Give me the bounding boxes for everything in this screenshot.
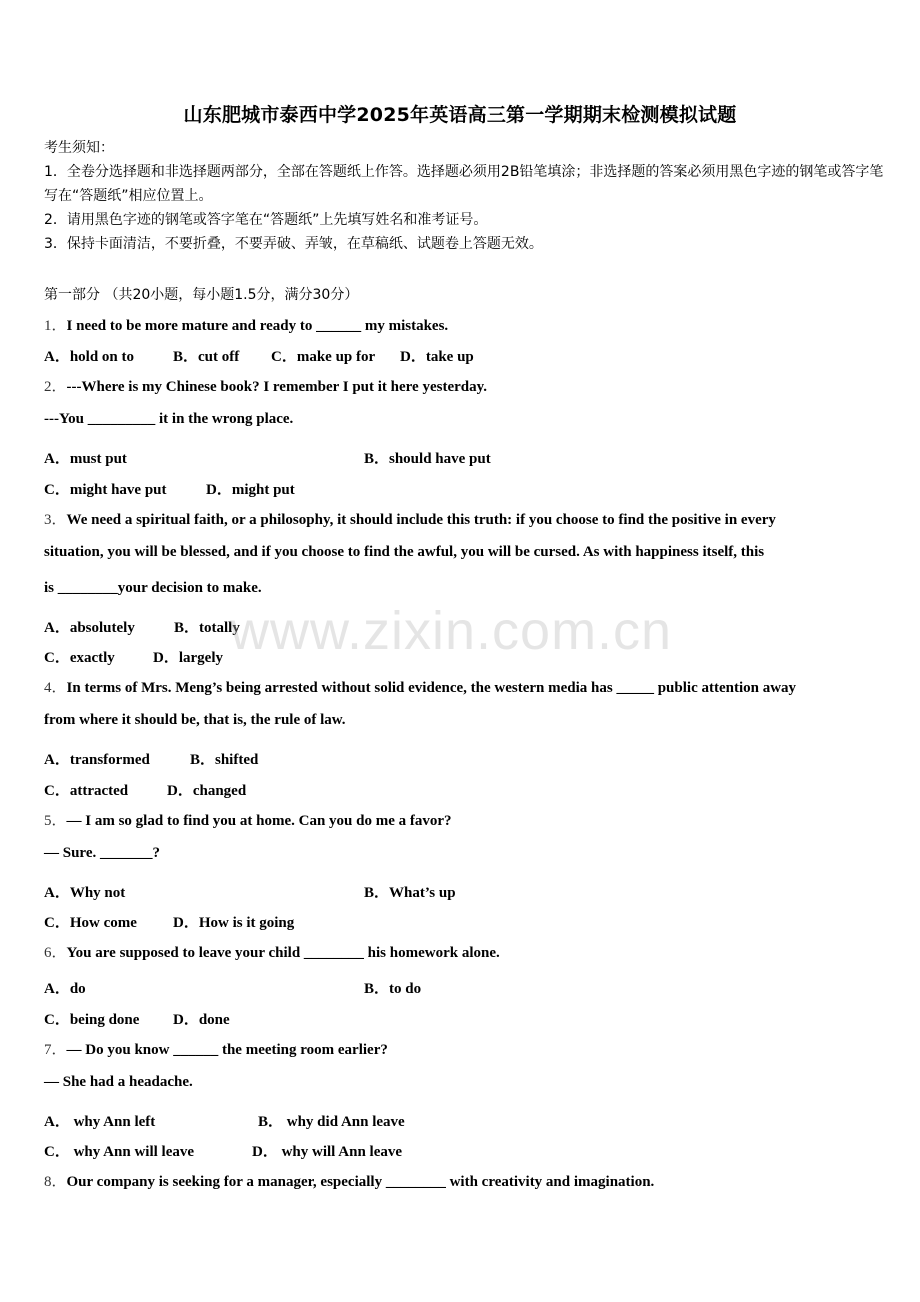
question-8 [44, 1170, 654, 1191]
question-2-line-2: ---You _________ it in the wrong place. [44, 411, 294, 427]
question-1 [44, 314, 448, 335]
option-b[interactable]: B．to do [364, 981, 422, 997]
question-number: 7． [44, 1042, 67, 1058]
question-3-line-3: is ________your decision to make. [44, 580, 262, 596]
option-b[interactable]: B．What’s up [364, 885, 456, 901]
notice-item-1: 1．全卷分选择题和非选择题两部分，全部在答题纸上作答。选择题必须用2B铅笔填涂；非选择题的答案必须用黑色字迹的钢笔或答字笔写在“答题纸”相应位置上。 [44, 164, 884, 204]
question-text: — Do you know ______ the meeting room earlier? [66, 1042, 388, 1058]
option-c[interactable]: C．make up for [271, 349, 376, 365]
question-7 [44, 1038, 388, 1059]
exam-title: 山东肥城市泰西中学2025年英语高三第一学期期末检测模拟试题 [183, 104, 737, 126]
question-number: 8． [44, 1174, 67, 1190]
section-heading: 第一部分 （共20小题，每小题1.5分，满分30分） [44, 287, 359, 303]
option-d[interactable]: D．changed [167, 783, 247, 799]
option-c[interactable]: C．being done [44, 1012, 140, 1028]
option-c[interactable]: C． why Ann will leave [44, 1144, 195, 1160]
question-text: ---Where is my Chinese book? I remember I put it here yesterday. [66, 379, 488, 395]
question-3-line-2: situation, you will be blessed, and if you choose to find the awful, you will be cursed. As with happiness itself, this [44, 544, 765, 560]
option-d[interactable]: D．might put [206, 482, 295, 498]
question-number: 3． [44, 512, 67, 528]
question-number: 1． [44, 318, 67, 334]
option-d[interactable]: D． why will Ann leave [252, 1144, 403, 1160]
option-b[interactable]: B．cut off [173, 349, 240, 365]
option-a[interactable]: A．hold on to [44, 349, 135, 365]
option-d[interactable]: D．take up [400, 349, 474, 365]
question-4 [44, 676, 796, 697]
notice-heading: 考生须知： [44, 140, 114, 156]
option-c[interactable]: C．How come [44, 915, 137, 931]
option-b[interactable]: B．shifted [190, 752, 259, 768]
option-a[interactable]: A．absolutely [44, 620, 135, 636]
option-b[interactable]: B．should have put [364, 451, 491, 467]
option-a[interactable]: A．transformed [44, 752, 150, 768]
question-text: You are supposed to leave your child ________ his homework alone. [66, 945, 500, 961]
option-a[interactable]: A．Why not [44, 885, 126, 901]
question-2 [44, 375, 487, 396]
question-4-line-2: from where it should be, that is, the rule of law. [44, 712, 346, 728]
question-3 [44, 508, 776, 529]
question-number: 5． [44, 813, 67, 829]
option-a[interactable]: A．must put [44, 451, 127, 467]
watermark: www.zixin.com.cn [230, 601, 673, 661]
option-b[interactable]: B． why did Ann leave [258, 1114, 405, 1130]
notice-item-3: 3．保持卡面清洁，不要折叠，不要弄破、弄皱，在草稿纸、试题卷上答题无效。 [44, 236, 543, 252]
notice-item-2: 2．请用黑色字迹的钢笔或答字笔在“答题纸”上先填写姓名和准考证号。 [44, 212, 488, 228]
option-c[interactable]: C．exactly [44, 650, 115, 666]
question-number: 2． [44, 379, 67, 395]
option-a[interactable]: A．do [44, 981, 86, 997]
question-text: — I am so glad to find you at home. Can you do me a favor? [66, 813, 452, 829]
question-5-line-2: — Sure. _______? [44, 845, 160, 861]
option-c[interactable]: C．might have put [44, 482, 167, 498]
question-text: We need a spiritual faith, or a philosophy, it should include this truth: if you choose to find the positive in every [66, 512, 776, 528]
question-7-line-2: — She had a headache. [44, 1074, 193, 1090]
option-d[interactable]: D．done [173, 1012, 230, 1028]
option-c[interactable]: C．attracted [44, 783, 129, 799]
question-number: 6． [44, 945, 67, 961]
question-text: I need to be more mature and ready to ______ my mistakes. [66, 318, 449, 334]
option-d[interactable]: D．largely [153, 650, 223, 666]
question-5 [44, 809, 452, 830]
question-number: 4． [44, 680, 67, 696]
option-a[interactable]: A． why Ann left [44, 1114, 156, 1130]
question-6 [44, 941, 500, 962]
option-b[interactable]: B．totally [174, 620, 240, 636]
question-text: In terms of Mrs. Meng’s being arrested without solid evidence, the western media has _____ public attention away [66, 680, 797, 696]
option-d[interactable]: D．How is it going [173, 915, 295, 931]
question-text: Our company is seeking for a manager, especially ________ with creativity and imagination. [66, 1174, 655, 1190]
